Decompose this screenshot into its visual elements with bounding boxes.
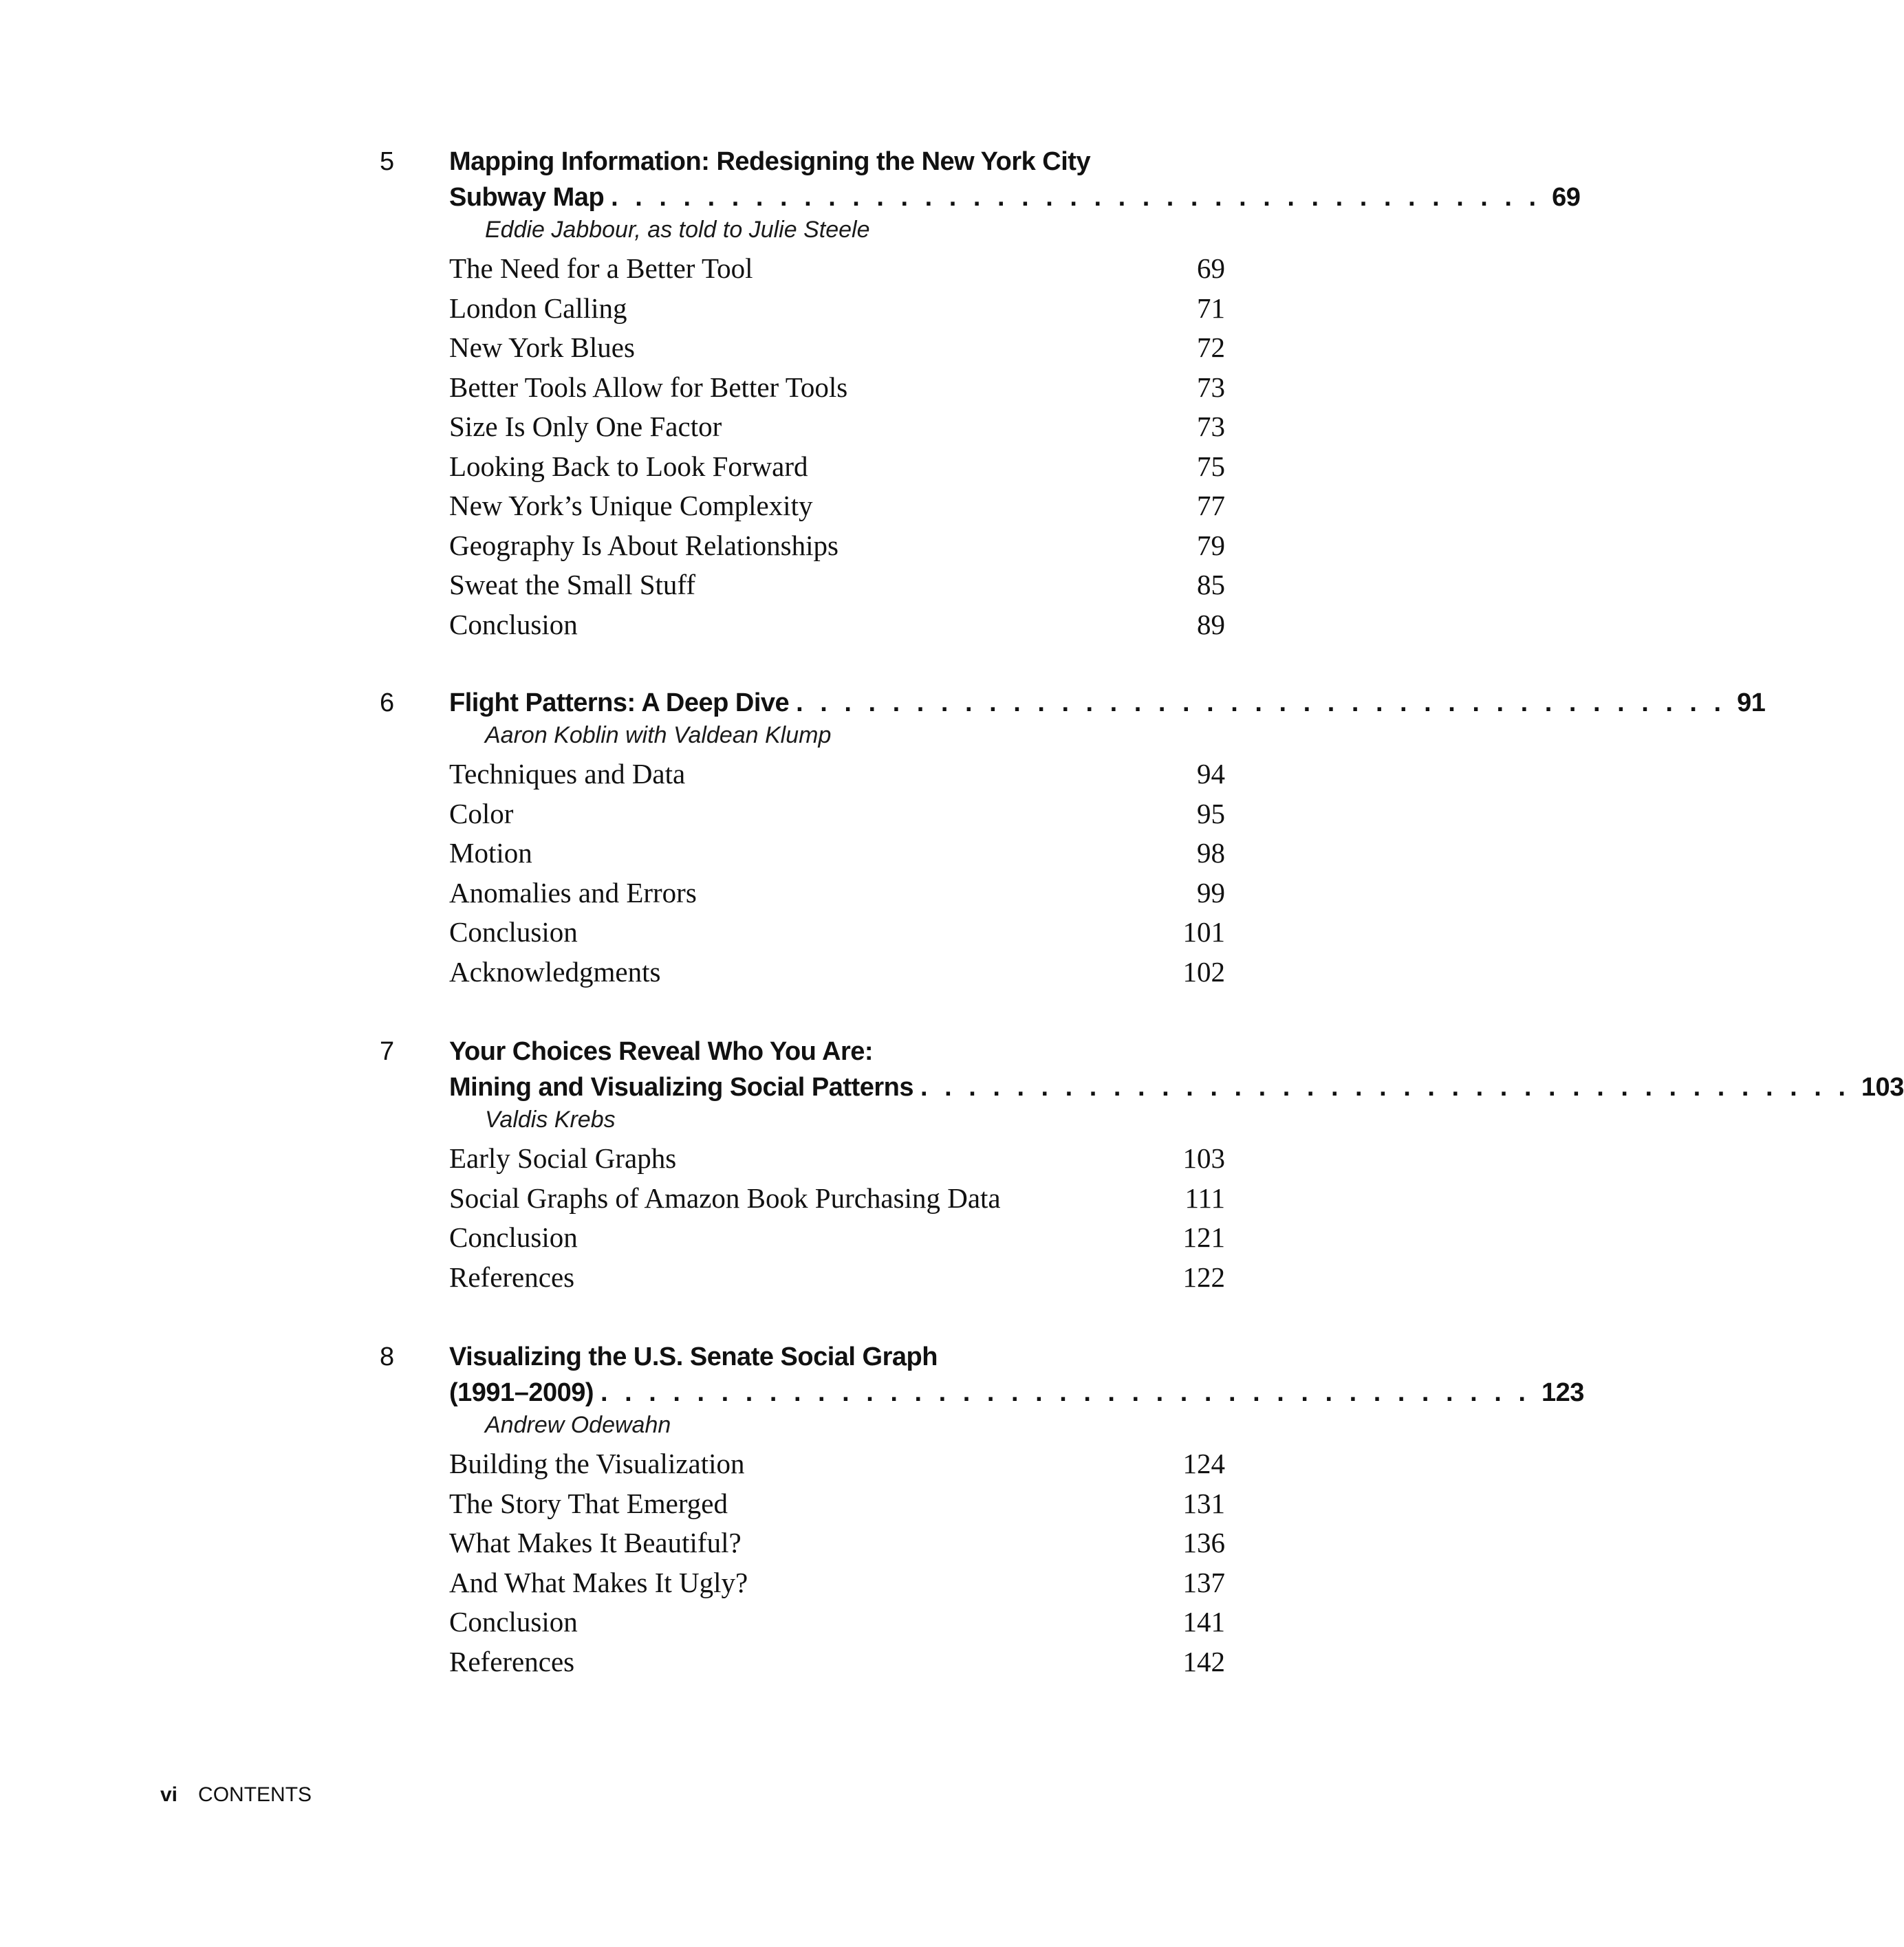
chapter-heading-leader-line	[0, 180, 1581, 215]
section-page-number: 124	[1182, 1448, 1225, 1479]
section-page-number: 103	[1182, 1142, 1225, 1174]
section-title[interactable]: Motion	[449, 837, 532, 869]
section-title[interactable]: Anomalies and Errors	[449, 876, 697, 909]
chapter-title-row[interactable]	[449, 180, 1581, 215]
section-title[interactable]: Social Graphs of Amazon Book Purchasing Data	[449, 1182, 1001, 1214]
chapter-heading-line	[0, 1033, 1496, 1070]
section-entry[interactable]	[0, 834, 1496, 873]
table-of-contents	[0, 143, 1904, 1682]
section-list	[0, 1139, 1496, 1297]
dot-leader: . . . . . . . . . . . . . . . . . . . . . . . . . . . . . . . . . . . . . . .	[611, 183, 1541, 212]
chapter-title[interactable]: Visualizing the U.S. Senate Social Graph	[449, 1342, 938, 1371]
section-entry[interactable]	[0, 368, 1496, 408]
section-page-number: 75	[1197, 450, 1225, 482]
page-number: vi	[160, 1783, 178, 1806]
section-entry[interactable]	[0, 913, 1496, 953]
section-title[interactable]: Better Tools Allow for Better Tools	[449, 371, 848, 403]
section-entry[interactable]	[0, 1218, 1496, 1258]
chapter-number: 8	[380, 1342, 395, 1371]
chapter-spacer	[0, 1297, 1496, 1338]
section-page-number: 99	[1197, 876, 1225, 909]
section-title[interactable]: New York’s Unique Complexity	[449, 490, 813, 521]
dot-leader: . . . . . . . . . . . . . . . . . . . . . . . . . . . . . . . . . . . . . . .	[920, 1073, 1850, 1102]
chapter-number: 5	[380, 147, 395, 176]
chapter-entry	[0, 686, 1766, 992]
section-entry[interactable]	[0, 447, 1496, 487]
chapter-spacer	[0, 992, 1496, 1033]
section-entry[interactable]	[0, 249, 1496, 289]
chapter-title[interactable]: Flight Patterns: A Deep Dive	[449, 688, 790, 717]
chapter-page-number: 103	[1861, 1073, 1904, 1102]
chapter-title-row[interactable]	[449, 686, 1766, 720]
section-entry[interactable]	[0, 289, 1496, 329]
chapter-number: 6	[380, 688, 395, 717]
chapter-page-number: 123	[1541, 1378, 1584, 1407]
section-page-number: 77	[1197, 490, 1225, 521]
chapter-title[interactable]: Subway Map	[449, 183, 605, 212]
section-page-number: 79	[1197, 529, 1225, 561]
chapter-number: 7	[380, 1037, 395, 1066]
section-title[interactable]: Building the Visualization	[449, 1448, 745, 1479]
chapter-author: Eddie Jabbour, as told to Julie Steele	[485, 217, 870, 243]
chapter-entry	[0, 143, 1581, 644]
section-page-number: 102	[1182, 955, 1225, 988]
section-page-number: 89	[1197, 608, 1225, 640]
chapter-title[interactable]: (1991–2009)	[449, 1378, 594, 1407]
section-page-number: 71	[1197, 292, 1225, 324]
section-entry[interactable]	[0, 1602, 1496, 1642]
section-page-number: 142	[1182, 1645, 1225, 1677]
section-page-number: 111	[1184, 1182, 1225, 1214]
section-entry[interactable]	[0, 794, 1496, 834]
chapter-title[interactable]: Your Choices Reveal Who You Are:	[449, 1037, 874, 1066]
section-title[interactable]: Conclusion	[449, 608, 578, 640]
section-title[interactable]: References	[449, 1261, 575, 1293]
chapter-entry	[0, 1033, 1904, 1297]
section-page-number: 73	[1197, 371, 1225, 403]
section-page-number: 69	[1197, 252, 1225, 284]
chapter-page-number: 91	[1737, 688, 1766, 717]
chapter-heading-leader-line	[0, 686, 1766, 720]
section-entry[interactable]	[0, 328, 1496, 368]
section-title[interactable]: The Story That Emerged	[449, 1487, 728, 1519]
chapter-entry	[0, 1338, 1584, 1682]
section-entry[interactable]	[0, 1258, 1496, 1298]
section-entry[interactable]	[0, 1139, 1496, 1179]
section-title[interactable]: Acknowledgments	[449, 955, 661, 988]
chapter-title-row[interactable]	[449, 1375, 1584, 1410]
chapter-heading-line	[0, 1338, 1496, 1375]
section-list	[0, 1444, 1496, 1682]
dot-leader: . . . . . . . . . . . . . . . . . . . . . . . . . . . . . . . . . . . . . . .	[796, 688, 1727, 717]
section-page-number: 73	[1197, 411, 1225, 442]
section-title[interactable]: Color	[449, 797, 514, 829]
chapter-spacer	[0, 644, 1496, 686]
section-title[interactable]: Conclusion	[449, 916, 578, 948]
section-title[interactable]: London Calling	[449, 292, 627, 324]
section-entry[interactable]	[0, 1179, 1496, 1219]
chapter-author: Valdis Krebs	[485, 1107, 616, 1133]
chapter-page-number: 69	[1552, 183, 1581, 212]
section-page-number: 136	[1182, 1527, 1225, 1558]
section-entry[interactable]	[0, 565, 1496, 605]
page-footer	[160, 1781, 312, 1809]
section-title[interactable]: Size Is Only One Factor	[449, 411, 722, 442]
section-entry[interactable]	[0, 754, 1496, 794]
section-page-number: 121	[1182, 1221, 1225, 1253]
section-entry[interactable]	[0, 486, 1496, 526]
running-head: CONTENTS	[198, 1783, 312, 1806]
section-title[interactable]: And What Makes It Ugly?	[449, 1566, 748, 1598]
section-entry[interactable]	[0, 526, 1496, 566]
section-title[interactable]: References	[449, 1645, 575, 1677]
section-title[interactable]: Geography Is About Relationships	[449, 529, 839, 561]
chapter-title[interactable]: Mapping Information: Redesigning the New York City	[449, 147, 1091, 176]
section-title[interactable]: Early Social Graphs	[449, 1142, 677, 1174]
section-title[interactable]: Techniques and Data	[449, 758, 686, 790]
section-entry[interactable]	[0, 953, 1496, 992]
section-title[interactable]: Looking Back to Look Forward	[449, 450, 808, 482]
section-entry[interactable]	[0, 873, 1496, 913]
section-title[interactable]: What Makes It Beautiful?	[449, 1527, 742, 1558]
section-page-number: 131	[1182, 1487, 1225, 1519]
chapter-heading-line	[0, 143, 1496, 180]
section-page-number: 98	[1197, 837, 1225, 869]
section-list	[0, 754, 1496, 992]
chapter-author: Andrew Odewahn	[485, 1412, 671, 1438]
section-entry[interactable]	[0, 407, 1496, 447]
section-entry[interactable]	[0, 1563, 1496, 1603]
chapter-heading-leader-line	[0, 1070, 1904, 1105]
section-title[interactable]: Sweat the Small Stuff	[449, 569, 695, 600]
section-entry[interactable]	[0, 1642, 1496, 1682]
chapter-author: Aaron Koblin with Valdean Klump	[485, 722, 832, 748]
section-entry[interactable]	[0, 1523, 1496, 1563]
section-title[interactable]: Conclusion	[449, 1221, 578, 1253]
section-title[interactable]: Conclusion	[449, 1606, 578, 1638]
section-title[interactable]: New York Blues	[449, 331, 635, 363]
section-page-number: 122	[1182, 1261, 1225, 1293]
chapter-heading-leader-line	[0, 1375, 1584, 1410]
section-page-number: 137	[1182, 1566, 1225, 1598]
dot-leader: . . . . . . . . . . . . . . . . . . . . . . . . . . . . . . . . . . . . . . .	[601, 1378, 1530, 1407]
section-entry[interactable]	[0, 1444, 1496, 1484]
section-page-number: 95	[1197, 797, 1225, 829]
section-list	[0, 249, 1496, 644]
section-page-number: 101	[1182, 916, 1225, 948]
section-title[interactable]: The Need for a Better Tool	[449, 252, 753, 284]
section-page-number: 141	[1182, 1606, 1225, 1638]
section-page-number: 85	[1197, 569, 1225, 600]
chapter-title[interactable]: Mining and Visualizing Social Patterns	[449, 1073, 913, 1102]
section-entry[interactable]	[0, 1484, 1496, 1524]
section-page-number: 72	[1197, 331, 1225, 363]
chapter-title-row[interactable]	[449, 1070, 1904, 1105]
section-page-number: 94	[1197, 758, 1225, 790]
section-entry[interactable]	[0, 605, 1496, 645]
